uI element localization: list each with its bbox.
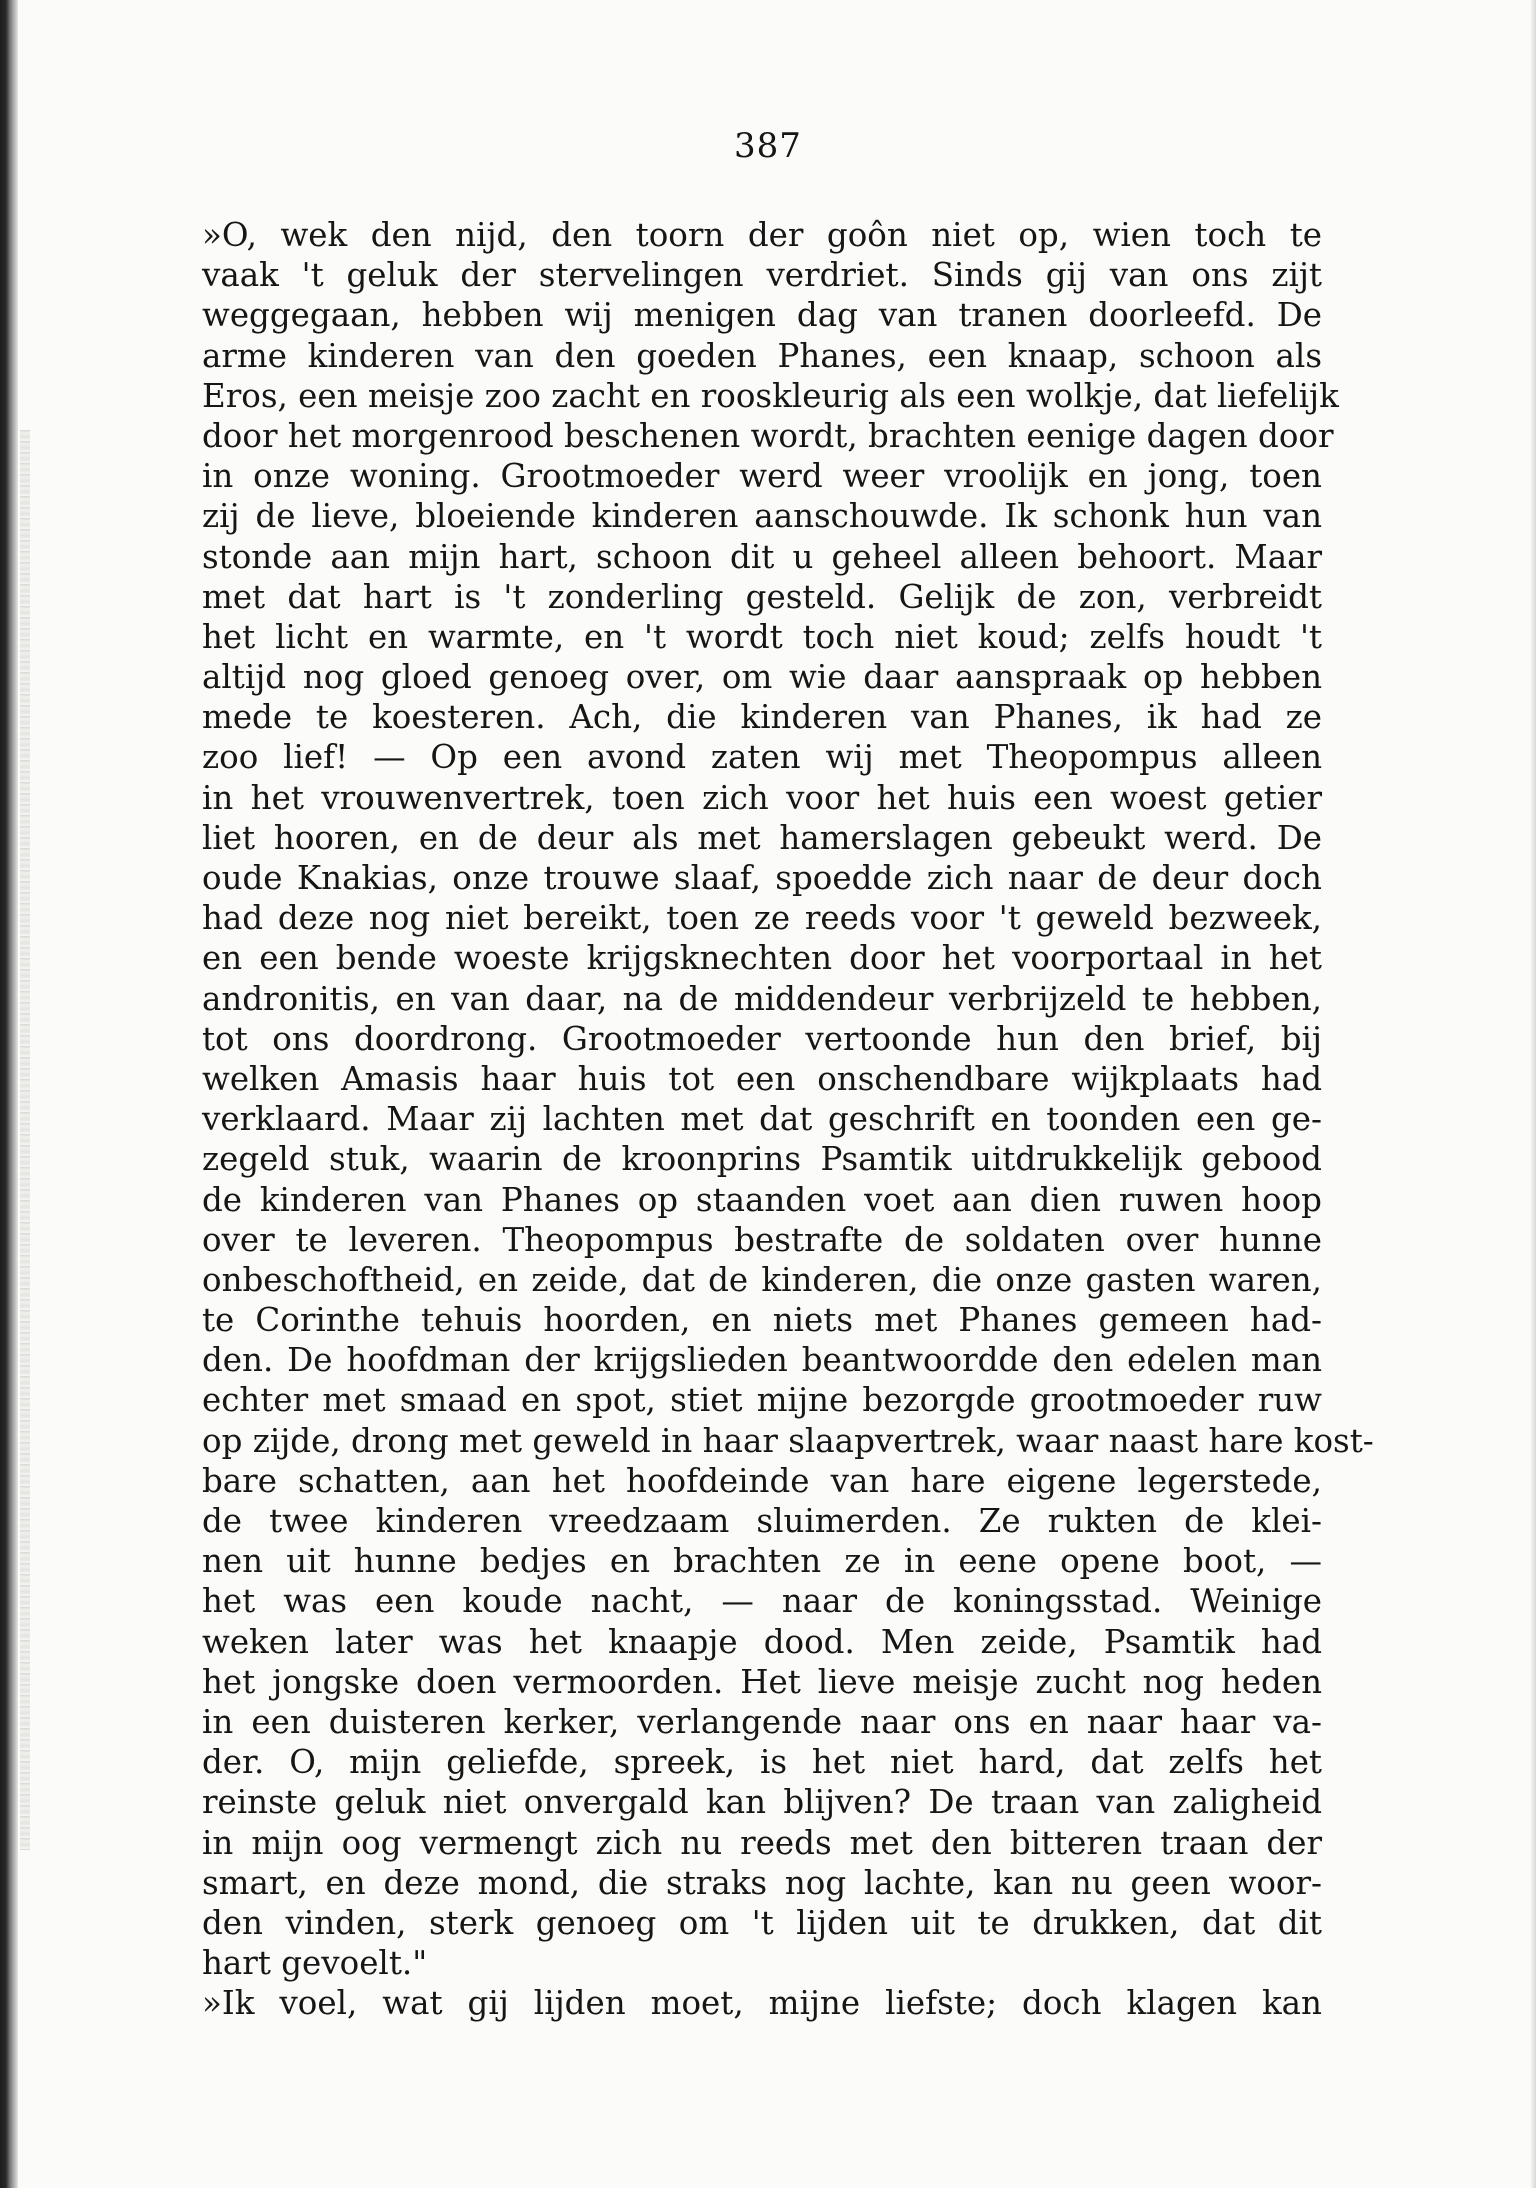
text-line: het was een koude nacht, — naar de koningsstad. Weinige [202, 1582, 1322, 1621]
text-line: de twee kinderen vreedzaam sluimerden. Ze rukten de klei- [202, 1502, 1322, 1540]
text-line: »O, wek den nijd, den toorn der goôn niet op, wien toch te [202, 216, 1322, 254]
text-line: en een bende woeste krijgsknechten door het voorportaal in het [202, 939, 1322, 978]
text-line: verklaard. Maar zij lachten met dat geschrift en toonden een ge- [202, 1100, 1322, 1139]
text-line: weken later was het knaapje dood. Men zeide, Psamtik had [202, 1622, 1322, 1661]
text-line: zoo lief! — Op een avond zaten wij met Theopompus alleen [202, 738, 1322, 777]
text-line: de kinderen van Phanes op staanden voet aan dien ruwen hoop [202, 1180, 1322, 1219]
scan-edge-left [0, 0, 18, 2188]
text-line: te Corinthe tehuis hoorden, en niets met Phanes gemeen had- [202, 1301, 1322, 1340]
text-line: in een duisteren kerker, verlangende naar ons en naar haar va- [202, 1702, 1322, 1741]
body-text [202, 215, 1374, 2023]
text-line: reinste geluk niet onvergald kan blijven? De traan van zaligheid [202, 1783, 1322, 1822]
text-line: arme kinderen van den goeden Phanes, een knaap, schoon als [202, 336, 1322, 375]
text-line: smart, en deze mond, die straks nog lachte, kan nu geen woor- [202, 1863, 1322, 1902]
text-line: in mijn oog vermengt zich nu reeds met den bitteren traan der [202, 1823, 1322, 1862]
text-line: liet hooren, en de deur als met hamerslagen gebeukt werd. De [202, 818, 1322, 857]
text-line: in onze woning. Grootmoeder werd weer vroolijk en jong, toen [202, 457, 1322, 496]
text-line: echter met smaad en spot, stiet mijne bezorgde grootmoeder ruw [202, 1381, 1322, 1420]
text-line: hart gevoelt." [202, 1944, 428, 1983]
page-number: 387 [734, 126, 802, 166]
scan-edge-right [1530, 0, 1536, 2188]
text-line: »Ik voel, wat gij lijden moet, mijne liefste; doch klagen kan [202, 1984, 1322, 2023]
text-line: andronitis, en van daar, na de middendeur verbrijzeld te hebben, [202, 979, 1322, 1018]
text-line: door het morgenrood beschenen wordt, brachten eenige dagen door [202, 416, 1334, 455]
text-line: over te leveren. Theopompus bestrafte de soldaten over hunne [202, 1220, 1322, 1259]
text-line: vaak 't geluk der stervelingen verdriet. Sinds gij van ons zijt [202, 256, 1322, 295]
text-line: der. O, mijn geliefde, spreek, is het niet hard, dat zelfs het [202, 1743, 1322, 1782]
text-line: oude Knakias, onze trouwe slaaf, spoedde zich naar de deur doch [202, 859, 1322, 897]
text-line: zegeld stuk, waarin de kroonprins Psamtik uitdrukkelijk gebood [202, 1140, 1322, 1179]
text-line: bare schatten, aan het hoofdeinde van hare eigene legerstede, [202, 1461, 1322, 1500]
text-line: weggegaan, hebben wij menigen dag van tranen doorleefd. De [202, 296, 1322, 335]
text-line: nen uit hunne bedjes en brachten ze in eene opene boot, — [202, 1542, 1322, 1581]
text-line: in het vrouwenvertrek, toen zich voor het huis een woest getier [202, 778, 1322, 817]
text-line: zij de lieve, bloeiende kinderen aanschouwde. Ik schonk hun van [202, 497, 1322, 536]
text-line: tot ons doordrong. Grootmoeder vertoonde hun den brief, bij [202, 1019, 1322, 1058]
text-line: altijd nog gloed genoeg over, om wie daar aanspraak op hebben [202, 658, 1322, 697]
text-line: welken Amasis haar huis tot een onschendbare wijkplaats had [202, 1059, 1322, 1098]
text-line: het jongske doen vermoorden. Het lieve meisje zucht nog heden [202, 1662, 1322, 1701]
text-line: stonde aan mijn hart, schoon dit u geheel alleen behoort. Maar [202, 537, 1322, 576]
text-line: met dat hart is 't zonderling gesteld. Gelijk de zon, verbreidt [202, 577, 1322, 616]
text-line: den vinden, sterk genoeg om 't lijden uit te drukken, dat dit [202, 1903, 1322, 1942]
text-line: het licht en warmte, en 't wordt toch niet koud; zelfs houdt 't [202, 617, 1322, 656]
text-line: den. De hoofdman der krijgslieden beantwoordde den edelen man [202, 1341, 1322, 1380]
text-line: mede te koesteren. Ach, die kinderen van Phanes, ik had ze [202, 698, 1322, 737]
text-line: Eros, een meisje zoo zacht en rooskleurig als een wolkje, dat liefelijk [202, 376, 1339, 415]
text-line: had deze nog niet bereikt, toen ze reeds voor 't geweld bezweek, [202, 899, 1322, 938]
text-line: onbeschoftheid, en zeide, dat de kinderen, die onze gasten waren, [202, 1260, 1322, 1299]
text-line: op zijde, drong met geweld in haar slaapvertrek, waar naast hare kost- [202, 1421, 1374, 1460]
scan-noise [20, 430, 30, 1850]
